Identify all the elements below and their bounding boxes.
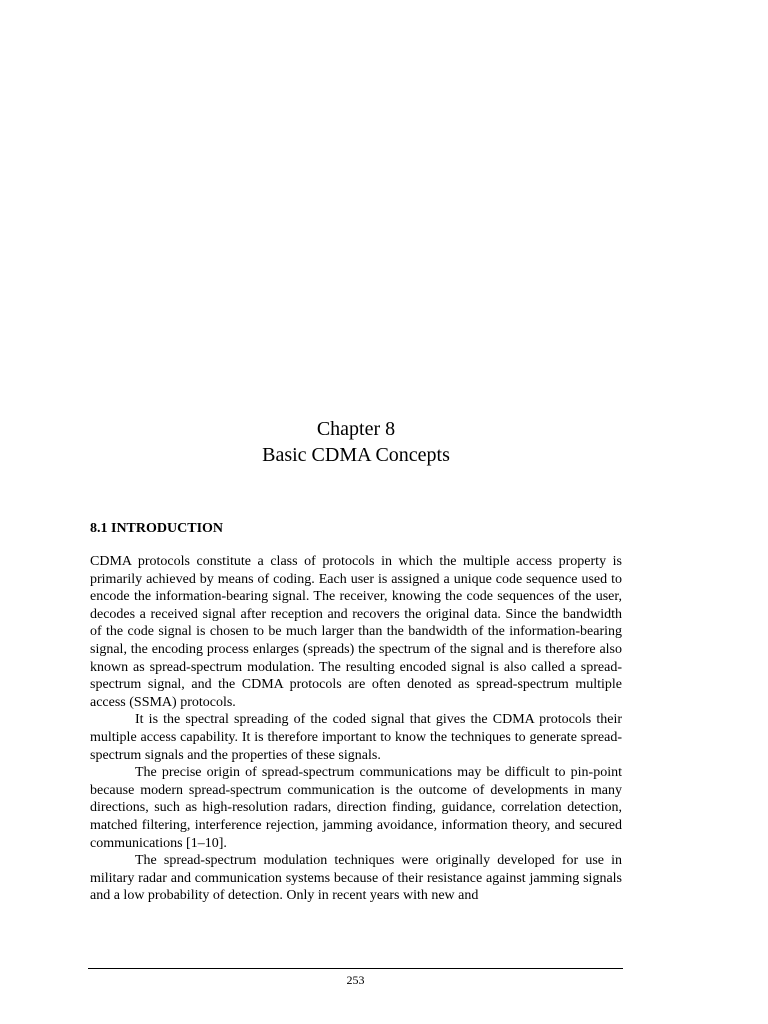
body-text xyxy=(90,553,622,905)
paragraph: It is the spectral spreading of the coded signal that gives the CDMA protocols their multiple access capability. It is therefore important to know the techniques to generate spread-spectrum signals and the properties of these signals. xyxy=(90,712,622,763)
paragraph: The precise origin of spread-spectrum communications may be difficult to pin-point because modern spread-spectrum communication is the outcome of developments in many directions, such as high-resolution radars, direction finding, guidance, correlation detection, matched filtering, interference rejection, jamming avoidance, information theory, and secured communications [1–10]. xyxy=(90,765,622,851)
section-heading: 8.1 INTRODUCTION xyxy=(90,521,224,536)
chapter-title: Basic CDMA Concepts xyxy=(262,444,450,466)
page-number: 253 xyxy=(346,973,365,987)
paragraph: The spread-spectrum modulation techniques were originally developed for use in military radar and communication systems because of their resistance against jamming signals and a low probability of detection. Only in recent years with new and xyxy=(90,853,622,904)
chapter-number: Chapter 8 xyxy=(316,418,396,440)
paragraph: CDMA protocols constitute a class of protocols in which the multiple access property is primarily achieved by means of coding. Each user is assigned a unique code sequence used to encode the information-bearing signal. The receiver, knowing the code sequences of the user, decodes a received signal after reception and recovers the original data. Since the bandwidth of the code signal is chosen to be much larger than the bandwidth of the information-bearing signal, the encoding process enlarges (spreads) the spectrum of the signal and is therefore also known as spread-spectrum modulation. The resulting encoded signal is also called a spread-spectrum signal, and the CDMA protocols are often denoted as spread-spectrum multiple access (SSMA) protocols. xyxy=(90,554,622,710)
footer-rule xyxy=(88,968,623,969)
